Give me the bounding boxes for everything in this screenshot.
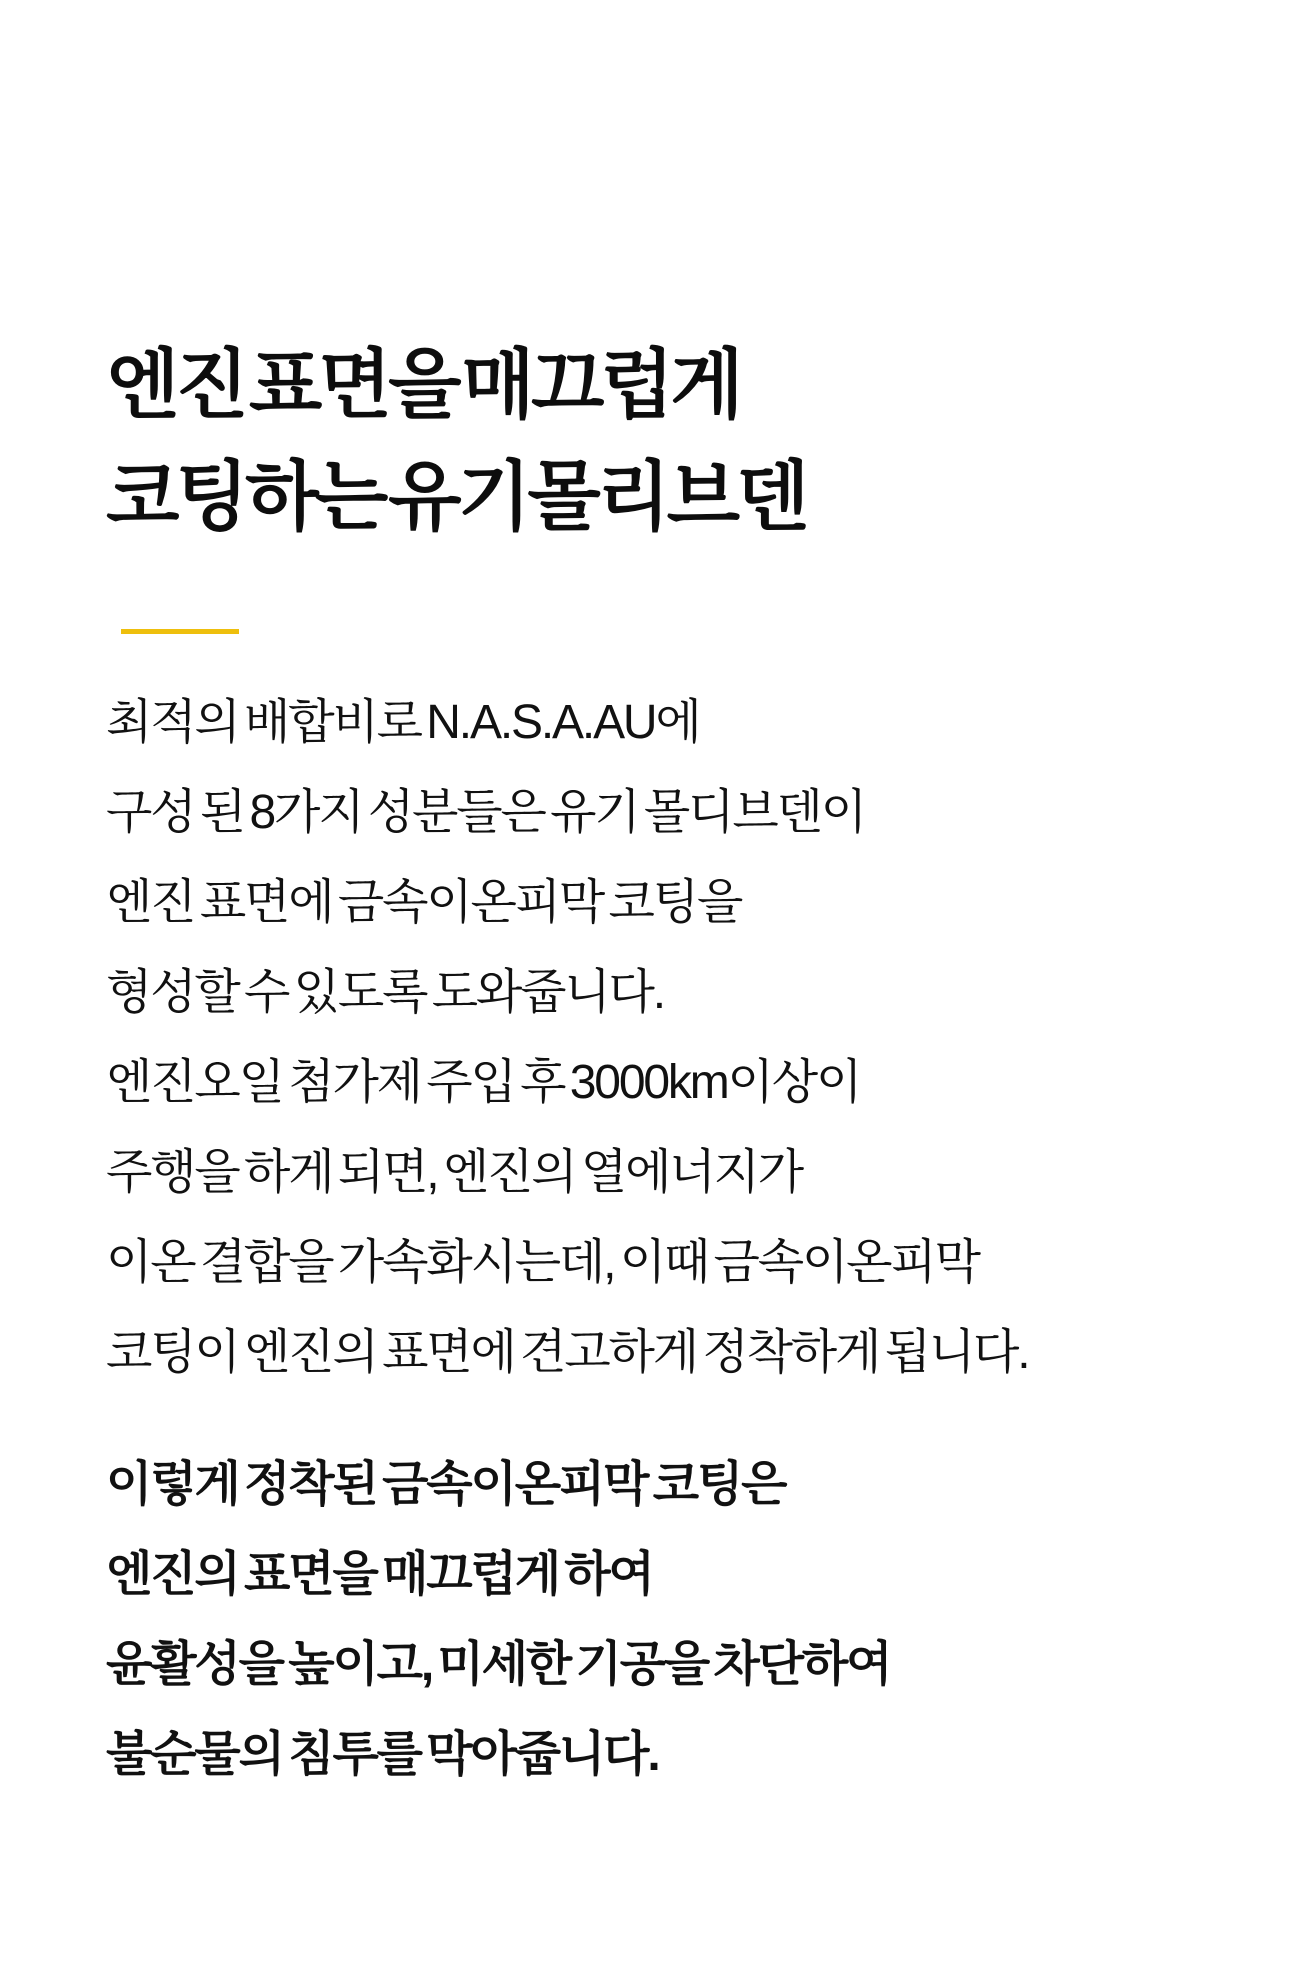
- intro-line-1: 최적의 배합비로 N.A.S.A.AU에: [106, 696, 700, 749]
- benefits-line-2: 엔진의 표면을 매끄럽게 하여: [106, 1548, 653, 1601]
- intro-line-3: 엔진 표면에 금속이온피막 코팅을: [106, 876, 742, 929]
- intro-line-2: 구성 된 8가지 성분들은 유기 몰디브덴이: [106, 786, 865, 839]
- intro-line-4: 형성할 수 있도록 도와줍니다.: [106, 966, 664, 1019]
- page-title-line-2: 코팅하는 유기몰리브덴: [106, 455, 806, 540]
- paragraph-intro: [106, 678, 1028, 1398]
- benefits-line-4: 불순물의 침투를 막아줍니다.: [106, 1728, 659, 1781]
- intro-line-6: 주행을 하게 되면, 엔진의 열에너지가: [106, 1146, 802, 1199]
- intro-line-5: 엔진오일 첨가제 주입 후 3000km이상이: [106, 1056, 861, 1109]
- intro-line-8: 코팅이 엔진의 표면에 견고하게 정착하게 됩니다.: [106, 1326, 1029, 1379]
- accent-divider: [121, 629, 239, 634]
- benefits-line-3: 윤활성을 높이고, 미세한 기공을 차단하여: [106, 1638, 891, 1691]
- benefits-line-1: 이렇게 정착된 금속이온피막 코팅은: [106, 1458, 786, 1511]
- paragraph-benefits: [106, 1440, 890, 1800]
- page-title: [106, 330, 806, 554]
- page-title-line-1: 엔진 표면을 매끄럽게: [106, 343, 740, 428]
- intro-line-7: 이온 결합을 가속화시는데, 이때 금속이온피막: [106, 1236, 979, 1289]
